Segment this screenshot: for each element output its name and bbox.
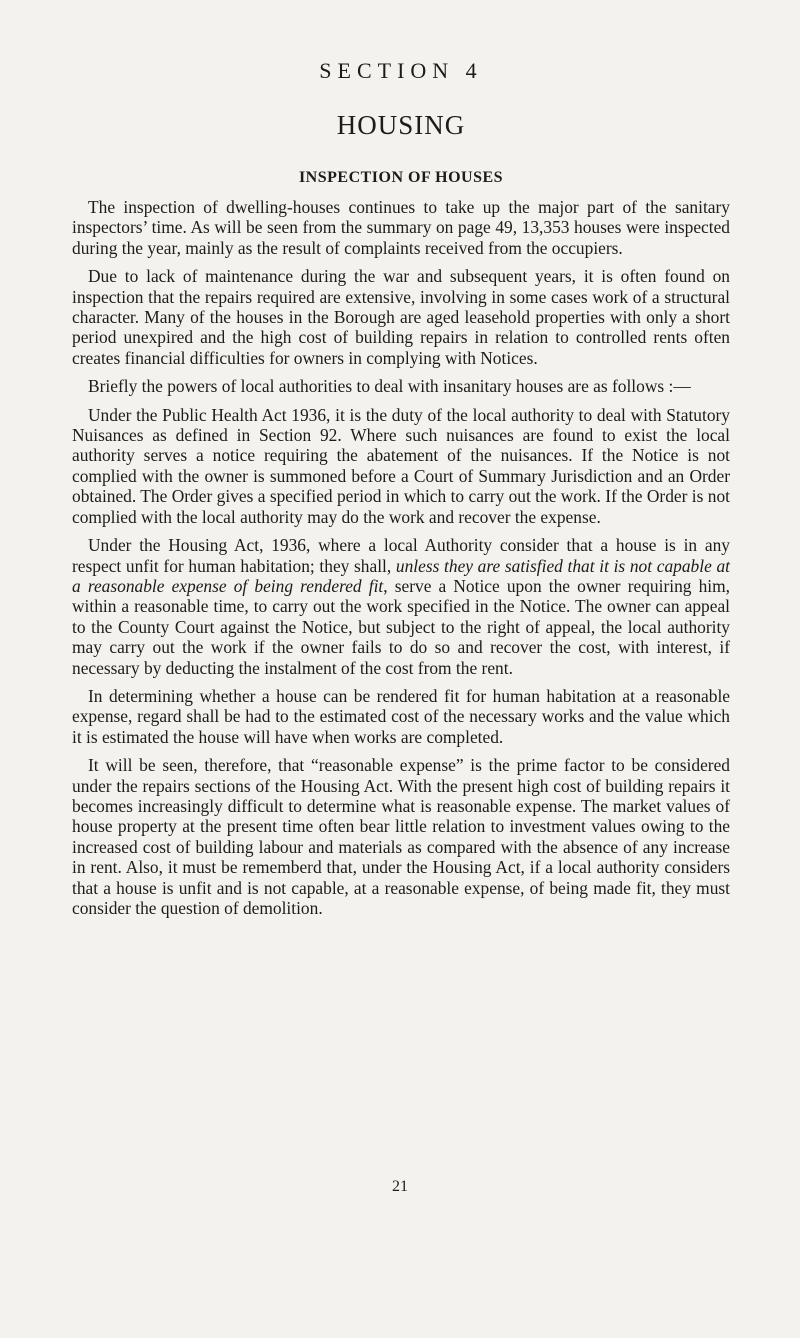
paragraph-housing-act-start: Under the Housing Act, 1936, where a local Authority consider that a house is in any respect unfit for human habitation; they shall, [72,535,730,576]
subheading: INSPECTION OF HOUSES [298,169,504,186]
page-title: HOUSING [336,110,466,140]
paragraph-housing-act [72,535,730,678]
section-heading: SECTION 4 [319,58,483,83]
page-number: 21 [392,1178,408,1195]
paragraph-public-health-act: Under the Public Health Act 1936, it is the duty of the local authority to deal with Statutory Nuisances as defined in Section 92. Where such nuisances are found to exist the local authority serves a notice requiring the abatement of the nuisances. If the Notice is not complied with the owner is summoned before a Court of Summary Jurisdiction and an Order obtained. The Order gives a specified period in which to carry out the work. If the Order is not complied with the local authority may do the work and recover the expense. [72,404,730,527]
paragraph-reasonable-expense-definition: In determining whether a house can be rendered fit for human habitation at a reasonable expense, regard shall be had to the estimated cost of the necessary works and the value which it is estimated the house will have when works are completed. [72,685,730,747]
paragraph-inspection-summary: The inspection of dwelling-houses continues to take up the major part of the sanitary inspectors’ time. As will be seen from the summary on page 49, 13,353 houses were inspected during the year, mainly as the result of complaints received from the occupiers. [72,197,730,258]
paragraph-powers-intro: Briefly the powers of local authorities to deal with insanitary houses are as follows :— [88,376,691,397]
paragraph-maintenance: Due to lack of maintenance during the war and subsequent years, it is often found on inspection that the repairs required are extensive, involving in some cases work of a structural character. Many of the houses in the Borough are aged leasehold properties with only a short period unexpired and the high cost of building repairs in relation to controlled rents often creates financial difficulties for owners in complying with Notices. [72,266,730,368]
paragraph-housing-act-italic: unless they are satisfied that it is not capable at a reasonable expense of being rendered fit [72,555,730,596]
paragraph-prime-factor: It will be seen, therefore, that “reasonable expense” is the prime factor to be considered under the repairs sections of the Housing Act. With the present high cost of building repairs it becomes increasingly difficult to determine what is reasonable expense. The market values of house property at the present time often bear little relation to investment values owing to the increased cost of building labour and materials as compared with the absence of any increase in rent. Also, it must be rememberd that, under the Housing Act, if a local authority considers that a house is unfit and is not capable, at a reasonable expense, of being made fit, they must consider the question of demolition. [72,755,730,918]
paragraph-housing-act-end: , serve a Notice upon the owner requiring him, within a reasonable time, to carry out the work specified in the Notice. The owner can appeal to the County Court against the Notice, but subject to the right of appeal, the local authority may carry out the work if the owner fails to do so and recover the cost, with interest, if necessary by deducting the instalment of the cost from the rent. [72,575,730,678]
